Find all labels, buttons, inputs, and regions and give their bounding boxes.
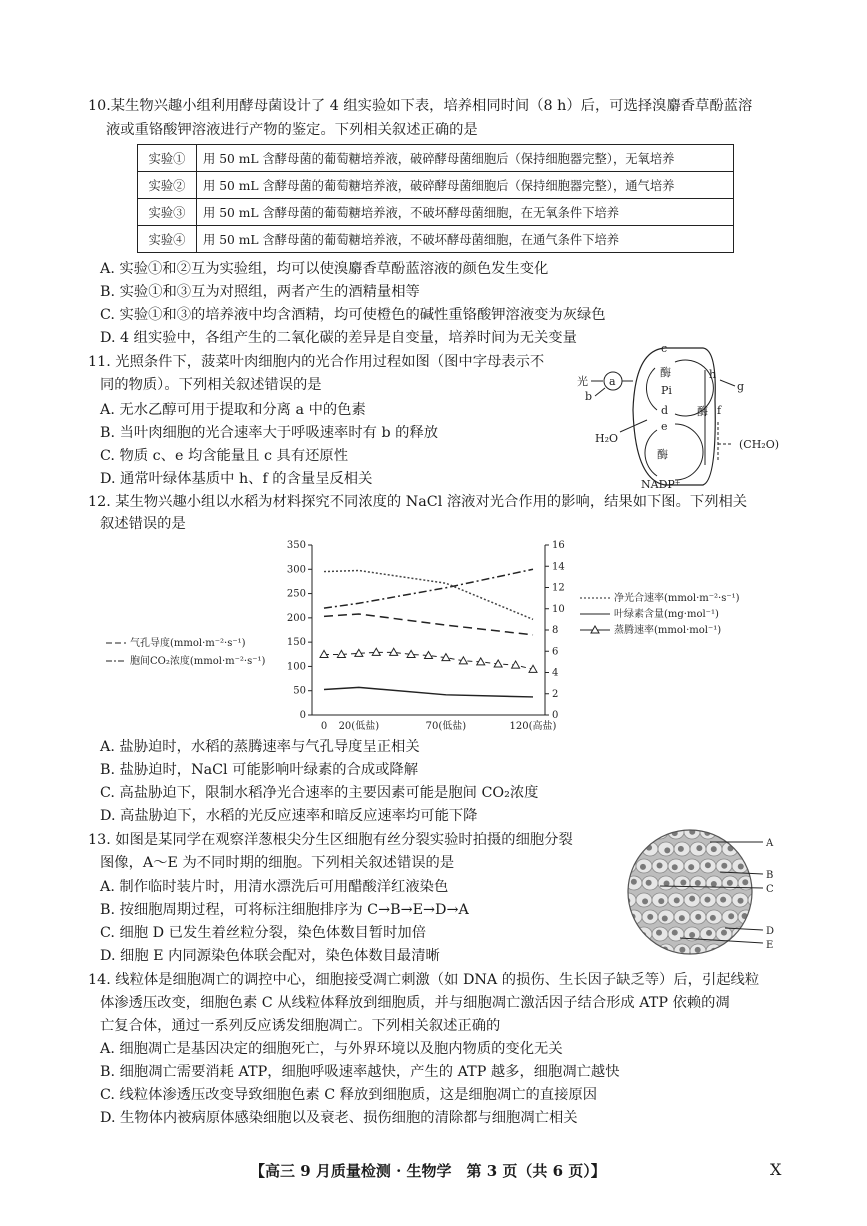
- label-b: b: [585, 390, 593, 403]
- cell-nucleus: [674, 897, 680, 903]
- cell-nucleus: [679, 947, 685, 953]
- cell-nucleus: [642, 898, 648, 904]
- left-tick-label: 300: [286, 564, 306, 576]
- right-tick-label: 0: [552, 710, 559, 721]
- q11-option-b: B. 当叶肉细胞的光合速率大于呼吸速率时有 b 的释放: [100, 425, 439, 441]
- nacl-line-chart: [90, 535, 790, 735]
- x-tick-label: 20(低盐): [338, 721, 380, 732]
- cell-nucleus: [631, 846, 637, 852]
- q13-stem-line1: 13. 如图是某同学在观察洋葱根尖分生区细胞有丝分裂实验时拍摄的细胞分裂: [88, 832, 573, 848]
- cell-nucleus: [695, 947, 701, 953]
- cell: [626, 842, 642, 856]
- table-row: [138, 199, 734, 226]
- q11-option-c: C. 物质 c、e 均含能量且 c 具有还原性: [100, 448, 349, 464]
- q14-option-a: A. 细胞凋亡是基因决定的细胞死亡，与外界环境以及胞内物质的变化无关: [100, 1041, 563, 1057]
- cell-nucleus: [710, 915, 716, 921]
- cell: [626, 944, 642, 958]
- cell-nucleus: [695, 880, 701, 886]
- cell-nucleus: [742, 847, 748, 853]
- table-cell-label: 实验④: [138, 226, 197, 253]
- q14-stem-line2: 体渗透压改变，细胞色素 C 从线粒体释放到细胞质，并与细胞凋亡激活因子结合形成 ATP 依赖的凋: [100, 995, 730, 1011]
- q11-option-d: D. 通常叶绿体基质中 h、f 的含量呈反相关: [100, 471, 373, 487]
- paper-mark: X: [770, 1160, 782, 1179]
- q13-option-d: D. 细胞 E 内同源染色体联会配对，染色体数目最清晰: [100, 948, 440, 964]
- table-cell-text: 用 50 mL 含酵母菌的葡萄糖培养液，不破坏酵母菌细胞，在无氧条件下培养: [197, 199, 734, 226]
- q13-option-c: C. 细胞 D 已发生着丝粒分裂，染色体数目暂时加倍: [100, 925, 427, 941]
- q11-stem-line2: 同的物质）。下列相关叙述错误的是: [100, 377, 322, 393]
- enzyme-label-1: 酶: [660, 366, 671, 379]
- cell-nucleus: [759, 949, 765, 955]
- q10-option-d: D. 4 组实验中，各组产生的二氧化碳的差异是自变量，培养时间为无关变量: [100, 330, 577, 346]
- cell: [620, 927, 636, 941]
- cell-nucleus: [657, 863, 663, 869]
- cell-nucleus: [721, 828, 727, 834]
- nadp-label: NADP⁺: [641, 478, 681, 490]
- x-tick-label: 0: [320, 721, 328, 732]
- q10-stem-line1: 10.某生物兴趣小组利用酵母菌设计了 4 组实验如下表，培养相同时间（8 h）后，可选择溴麝香草酚蓝溶: [88, 98, 753, 114]
- q10-stem-line2: 液或重铬酸钾溶液进行产物的鉴定。下列相关叙述正确的是: [106, 122, 478, 138]
- legend-label: 净光合速率(mmol·m⁻²·s⁻¹): [614, 593, 740, 604]
- x-tick-label: 120(高盐): [509, 721, 557, 732]
- table-row: [138, 145, 734, 172]
- cell-nucleus: [711, 846, 717, 852]
- left-tick-label: 100: [286, 661, 306, 673]
- cell-nucleus: [752, 898, 758, 904]
- q10-option-b: B. 实验①和③互为对照组，两者产生的酒精量相等: [100, 284, 420, 300]
- series-line: [324, 569, 533, 608]
- cell-nucleus: [657, 829, 663, 835]
- cell-nucleus: [737, 828, 743, 834]
- cell-nucleus: [640, 828, 646, 834]
- cell-nucleus: [738, 863, 744, 869]
- cell-nucleus: [721, 863, 727, 869]
- cell-nucleus: [630, 947, 636, 953]
- left-tick-label: 350: [286, 540, 306, 551]
- q12-option-b: B. 盐胁迫时，NaCl 可能影响叶绿素的合成或降解: [100, 762, 419, 778]
- q12-stem-line2: 叙述错误的是: [100, 516, 186, 532]
- cell-nucleus: [662, 915, 668, 921]
- legend-label: 气孔导度(mmol·m⁻²·s⁻¹): [130, 638, 246, 649]
- cell-nucleus: [664, 880, 670, 886]
- cell: [732, 826, 748, 839]
- cell-nucleus: [742, 879, 748, 885]
- cell-nucleus: [760, 879, 766, 885]
- cell: [722, 944, 738, 958]
- cell-nucleus: [640, 864, 646, 870]
- cell: [748, 826, 764, 839]
- left-tick-label: 0: [299, 710, 306, 721]
- cell-nucleus: [760, 915, 766, 921]
- legend-label: 胞间CO₂浓度(mmol·m⁻²·s⁻¹): [130, 656, 266, 667]
- q14-option-d: D. 生物体内被病原体感染细胞以及衰老、损伤细胞的清除都与细胞凋亡相关: [100, 1110, 578, 1126]
- q10-option-a: A. 实验①和②互为实验组，均可以使溴麝香草酚蓝溶液的颜色发生变化: [100, 261, 549, 277]
- cell-nucleus: [728, 913, 734, 919]
- table-cell-label: 实验③: [138, 199, 197, 226]
- cell-label-b: B: [766, 870, 774, 881]
- cell-label-c: C: [766, 884, 774, 895]
- left-tick-label: 50: [293, 685, 306, 697]
- left-tick-label: 250: [286, 588, 306, 600]
- right-tick-label: 16: [552, 540, 565, 551]
- table-cell-text: 用 50 mL 含酵母菌的葡萄糖培养液，不破坏酵母菌细胞，在通气条件下培养: [197, 226, 734, 253]
- cell-nucleus: [720, 897, 726, 903]
- ch2o-label: (CH₂O): [739, 438, 780, 451]
- cell-nucleus: [664, 847, 670, 853]
- enzyme-label-2: 酶: [657, 448, 668, 461]
- q11-option-a: A. 无水乙醇可用于提取和分离 a 中的色素: [100, 402, 366, 418]
- cell-nucleus: [646, 880, 652, 886]
- cell-nucleus: [695, 914, 701, 920]
- cell-nucleus: [705, 862, 711, 868]
- cell-nucleus: [711, 881, 717, 887]
- q14-stem-line1: 14. 线粒体是细胞凋亡的调控中心，细胞接受凋亡刺激（如 DNA 的损伤、生长因子缺乏等）后，引起线粒: [88, 972, 760, 988]
- q12-option-a: A. 盐胁迫时，水稻的蒸腾速率与气孔导度呈正相关: [100, 739, 420, 755]
- cell-nucleus: [680, 879, 686, 885]
- cell-nucleus: [648, 947, 654, 953]
- cell-label-a: A: [766, 838, 774, 849]
- cell-nucleus: [678, 846, 684, 852]
- label-f: f: [717, 404, 722, 417]
- cell: [748, 859, 764, 873]
- cell-nucleus: [727, 880, 733, 886]
- cell-nucleus: [721, 930, 727, 936]
- legend-label: 蒸腾速率(mmol·mol⁻¹): [614, 625, 722, 636]
- cell-nucleus: [752, 862, 758, 868]
- label-h: h: [709, 368, 717, 381]
- q10-experiment-table: [137, 144, 734, 253]
- cell: [754, 910, 770, 924]
- cell-nucleus: [689, 932, 695, 938]
- right-tick-label: 10: [552, 603, 565, 615]
- cell-nucleus: [625, 829, 631, 835]
- page-footer: 【高三 9 月质量检测 · 生物学 第 3 页（共 6 页）】: [250, 1162, 606, 1180]
- table-row: [138, 226, 734, 253]
- cell-nucleus: [625, 932, 631, 938]
- cell: [620, 826, 636, 839]
- q13-option-a: A. 制作临时装片时，用清水漂洗后可用醋酸洋红液染色: [100, 879, 449, 895]
- cell-nucleus: [688, 864, 694, 870]
- cell-nucleus: [726, 949, 732, 955]
- table-cell-label: 实验①: [138, 145, 197, 172]
- q12-stem-line1: 12. 某生物兴趣小组以水稻为材料探究不同浓度的 NaCl 溶液对光合作用的影响，结果如下图。下列相关: [88, 494, 748, 510]
- cell-label-e: E: [766, 940, 774, 951]
- cell-nucleus: [759, 845, 765, 851]
- cell-nucleus: [704, 897, 710, 903]
- table-row: [138, 172, 734, 199]
- right-tick-label: 12: [552, 582, 565, 594]
- onion-root-tip-micrograph: [620, 826, 790, 958]
- q13-option-b: B. 按细胞周期过程，可将标注细胞排序为 C→B→E→D→A: [100, 902, 469, 918]
- cell-nucleus: [706, 930, 712, 936]
- cell: [652, 826, 668, 839]
- q10-option-c: C. 实验①和③的培养液中均含酒精，均可使橙色的碱性重铬酸钾溶液变为灰绿色: [100, 307, 606, 323]
- photosynthesis-diagram: [575, 340, 790, 490]
- table-cell-label: 实验②: [138, 172, 197, 199]
- series-line: [324, 614, 533, 635]
- cell-nucleus: [754, 828, 760, 834]
- pi-label: Pi: [661, 384, 672, 397]
- label-e: e: [661, 420, 668, 433]
- q12-option-c: C. 高盐胁迫下，限制水稻净光合速率的主要因素可能是胞间 CO₂浓度: [100, 785, 539, 801]
- cell-nucleus: [658, 898, 664, 904]
- right-tick-label: 8: [552, 625, 559, 636]
- q12-option-d: D. 高盐胁迫下，水稻的光反应速率和暗反应速率均可能下降: [100, 808, 478, 824]
- cell: [636, 826, 652, 839]
- cell-label-d: D: [766, 926, 775, 937]
- left-tick-label: 150: [286, 637, 306, 649]
- cell-nucleus: [696, 845, 702, 851]
- table-cell-text: 用 50 mL 含酵母菌的葡萄糖培养液，破碎酵母菌细胞后（保持细胞器完整），无氧培养: [197, 145, 734, 172]
- right-tick-label: 14: [552, 561, 565, 573]
- table-cell-text: 用 50 mL 含酵母菌的葡萄糖培养液，破碎酵母菌细胞后（保持细胞器完整），通气培养: [197, 172, 734, 199]
- cell-nucleus: [625, 862, 631, 868]
- cell-nucleus: [672, 864, 678, 870]
- cell-nucleus: [672, 930, 678, 936]
- left-tick-label: 200: [286, 612, 306, 624]
- label-c: c: [661, 342, 668, 355]
- cell-nucleus: [738, 898, 744, 904]
- cell: [642, 944, 658, 958]
- cell-nucleus: [689, 896, 695, 902]
- q14-option-c: C. 线粒体渗透压改变导致细胞色素 C 释放到细胞质，这是细胞凋亡的直接原因: [100, 1087, 598, 1103]
- cell-nucleus: [752, 931, 758, 937]
- cell-nucleus: [743, 949, 749, 955]
- right-tick-label: 4: [552, 667, 559, 679]
- cell: [738, 842, 754, 856]
- h2o-label: H₂O: [595, 432, 619, 445]
- label-g: g: [737, 380, 745, 393]
- series-line: [324, 687, 533, 697]
- cell-nucleus: [631, 879, 637, 885]
- q13-stem-line2: 图像，A～E 为不同时期的细胞。下列相关叙述错误的是: [100, 855, 455, 871]
- x-tick-label: 70(低盐): [425, 721, 467, 732]
- q14-stem-line3: 亡复合体，通过一系列反应诱发细胞凋亡。下列相关叙述正确的: [100, 1018, 501, 1034]
- cell: [738, 944, 754, 958]
- cell-nucleus: [679, 915, 685, 921]
- right-tick-label: 6: [552, 646, 559, 658]
- cell-nucleus: [647, 914, 653, 920]
- label-a: a: [609, 375, 616, 388]
- enzyme-label-3: 酶: [697, 405, 708, 418]
- light-label: 光: [577, 375, 588, 388]
- cell-nucleus: [656, 930, 662, 936]
- series-line: [324, 571, 533, 620]
- label-d: d: [661, 404, 669, 417]
- legend-label: 叶绿素含量(mg·mol⁻¹): [614, 609, 719, 620]
- right-tick-label: 2: [552, 688, 559, 700]
- q14-option-b: B. 细胞凋亡需要消耗 ATP，细胞呼吸速率越快，产生的 ATP 越多，细胞凋亡越快: [100, 1064, 620, 1080]
- q11-stem-line1: 11. 光照条件下，菠菜叶肉细胞内的光合作用过程如图（图中字母表示不: [88, 354, 545, 370]
